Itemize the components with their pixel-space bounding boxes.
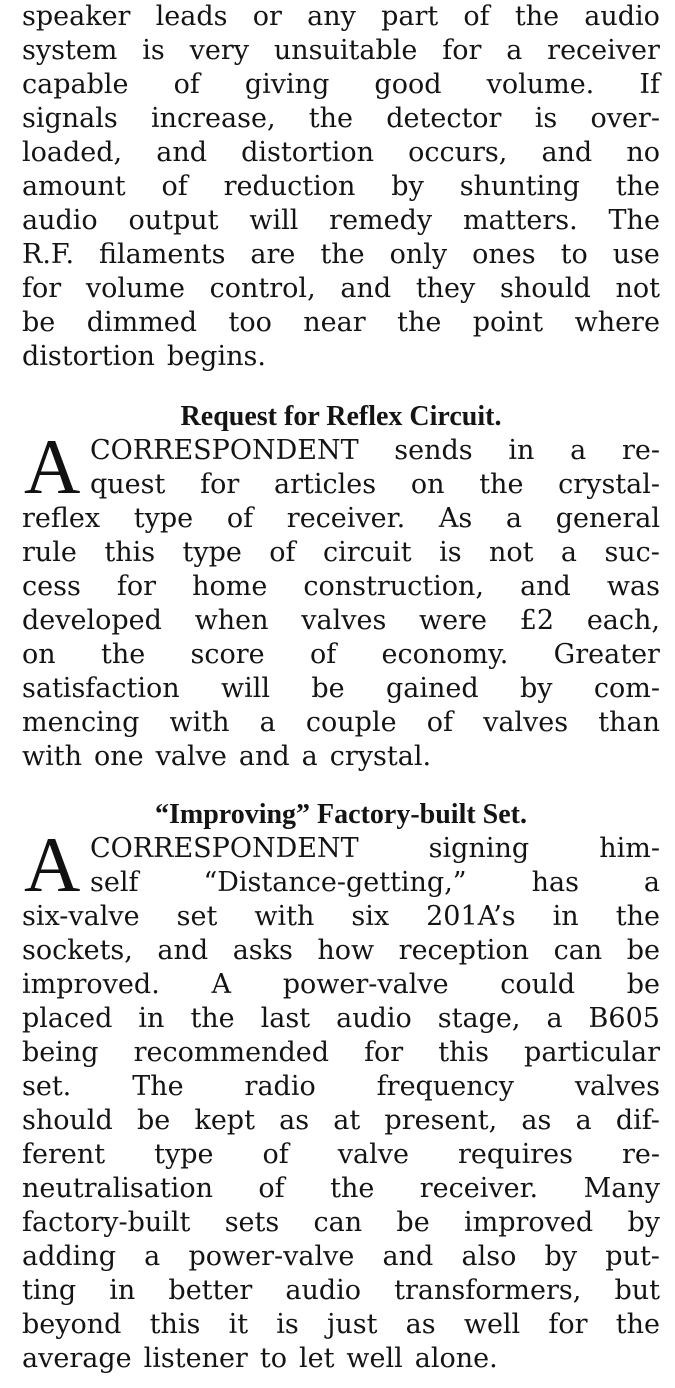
factory-set-line: set. The radio frequency valves — [22, 1071, 660, 1102]
factory-set-line: average listener to let well alone. — [22, 1343, 498, 1374]
reflex-line: developed when valves were £2 each, — [22, 605, 660, 636]
factory-set-line: improved. A power-valve could be — [22, 969, 660, 1000]
factory-set-line: six-valve set with six 201A’s in the — [22, 901, 660, 932]
factory-set-line: ferent type of valve requires re- — [22, 1139, 660, 1170]
dropcap: A — [24, 821, 81, 908]
factory-set-line: CORRESPONDENT signing him- — [90, 833, 660, 864]
intro-line: audio output will remedy matters. The — [22, 205, 660, 236]
reflex-line: on the score of economy. Greater — [22, 639, 660, 670]
factory-set-line: adding a power-valve and also by put- — [22, 1241, 660, 1272]
intro-line: speaker leads or any part of the audio — [22, 1, 660, 32]
factory-set-line: neutralisation of the receiver. Many — [22, 1173, 660, 1204]
reflex-line: with one valve and a crystal. — [22, 741, 432, 772]
intro-line: system is very unsuitable for a receiver — [22, 35, 660, 66]
factory-set-line: ting in better audio transformers, but — [22, 1275, 660, 1306]
factory-set-line: should be kept as at present, as a dif- — [22, 1105, 660, 1136]
reflex-line: satisfaction will be gained by com- — [22, 673, 660, 704]
intro-line: for volume control, and they should not — [22, 273, 660, 304]
dropcap: A — [24, 423, 81, 510]
reflex-line: reflex type of receiver. As a general — [22, 503, 660, 534]
intro-line: amount of reduction by shunting the — [22, 171, 660, 202]
section-heading-factory-set: “Improving” Factory-built Set. — [154, 799, 528, 830]
intro-line: distortion begins. — [22, 341, 266, 372]
reflex-line: mencing with a couple of valves than — [22, 707, 660, 738]
reflex-line: CORRESPONDENT sends in a re- — [90, 435, 660, 466]
intro-line: signals increase, the detector is over- — [22, 103, 660, 134]
section-heading-reflex: Request for Reflex Circuit. — [180, 401, 502, 432]
factory-set-line: being recommended for this particular — [22, 1037, 660, 1068]
factory-set-line: self “Distance-getting,” has a — [90, 867, 660, 898]
reflex-line: cess for home construction, and was — [22, 571, 660, 602]
reflex-line: quest for articles on the crystal- — [90, 469, 660, 500]
factory-set-line: sockets, and asks how reception can be — [22, 935, 660, 966]
factory-set-line: factory-built sets can be improved by — [22, 1207, 660, 1238]
intro-line: be dimmed too near the point where — [22, 307, 660, 338]
intro-line: loaded, and distortion occurs, and no — [22, 137, 660, 168]
intro-line: capable of giving good volume. If — [22, 69, 660, 100]
factory-set-line: beyond this it is just as well for the — [22, 1309, 660, 1340]
intro-line: R.F. filaments are the only ones to use — [22, 239, 660, 270]
reflex-line: rule this type of circuit is not a suc- — [22, 537, 660, 568]
factory-set-line: placed in the last audio stage, a B605 — [22, 1003, 660, 1034]
